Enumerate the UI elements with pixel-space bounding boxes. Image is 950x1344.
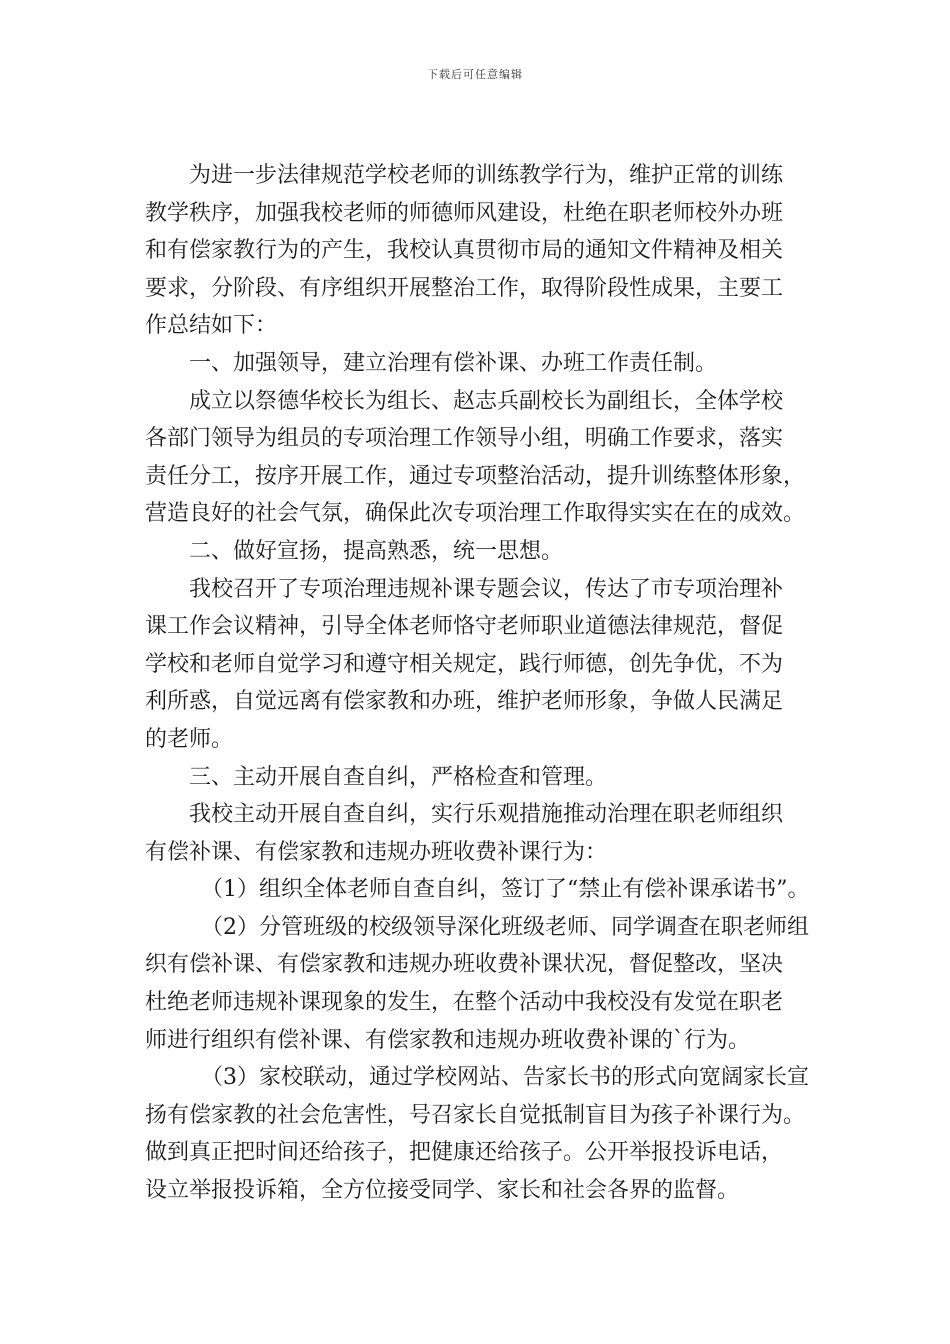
section-heading-2: 二、做好宣扬，提高熟悉，统一思想。 <box>189 538 564 564</box>
list-item-2-line: 杜绝老师违规补课现象的发生，在整个活动中我校没有发觉在职老 <box>145 990 784 1016</box>
section-1-line: 营造良好的社会气氛，确保此次专项治理工作取得实实在在的成效。 <box>145 501 806 527</box>
paragraph-intro-line: 和有偿家教行为的产生，我校认真贯彻市局的通知文件精神及相关 <box>145 238 784 264</box>
list-item-2-line: 织有偿补课、有偿家教和违规办班收费补课状况，督促整改，坚决 <box>145 952 784 978</box>
paragraph-intro-line: 要求，分阶段、有序组织开展整治工作，取得阶段性成果，主要工 <box>145 275 784 301</box>
list-item-3: （3）家校联动，通过学校网站、告家长书的形式向宽阔家长宣 <box>201 1065 809 1091</box>
section-2-line: 学校和老师自觉学习和遵守相关规定，践行师德，创先争优，不为 <box>145 651 784 677</box>
list-item-3-line: 扬有偿家教的社会危害性，号召家长自觉抵制盲目为孩子补课行为。 <box>145 1102 806 1128</box>
section-2-line: 利所惑，自觉远离有偿家教和办班，维护老师形象，争做人民满足 <box>145 689 784 715</box>
section-1-line: 成立以祭德华校长为组长、赵志兵副校长为副组长，全体学校 <box>189 388 784 414</box>
section-1-line: 各部门领导为组员的专项治理工作领导小组，明确工作要求，落实 <box>145 426 784 452</box>
list-item-2-line: 师进行组织有偿补课、有偿家教和违规办班收费补课的`行为。 <box>145 1027 751 1053</box>
paragraph-intro-line: 教学秩序，加强我校老师的师德师风建设，杜绝在职老师校外办班 <box>145 200 784 226</box>
section-2-line: 我校召开了专项治理违规补课专题会议，传达了市专项治理补 <box>189 576 784 602</box>
header-note: 下载后可任意编辑 <box>427 68 523 81</box>
section-3-line: 我校主动开展自查自纠，实行乐观措施推动治理在职老师组织 <box>189 802 784 828</box>
section-3-line: 有偿补课、有偿家教和违规办班收费补课行为： <box>145 839 608 865</box>
list-item-3-line: 设立举报投诉箱，全方位接受同学、家长和社会各界的监督。 <box>145 1178 740 1204</box>
list-item-2: （2）分管班级的校级领导深化班级老师、同学调查在职老师组 <box>201 914 809 940</box>
section-1-line: 责任分工，按序开展工作，通过专项整治活动，提升训练整体形象， <box>145 463 806 489</box>
list-item-1: （1）组织全体老师自查自纠，签订了“禁止有偿补课承诺书”。 <box>201 877 810 903</box>
section-heading-1: 一、加强领导，建立治理有偿补课、办班工作责任制。 <box>189 350 718 376</box>
list-item-3-line: 做到真正把时间还给孩子，把健康还给孩子。公开举报投诉电话， <box>145 1140 784 1166</box>
section-2-line: 的老师。 <box>145 726 234 752</box>
paragraph-intro-line: 为进一步法律规范学校老师的训练教学行为，维护正常的训练 <box>189 163 784 188</box>
document-body <box>145 157 815 1210</box>
section-heading-3: 三、主动开展自查自纠，严格检查和管理。 <box>189 764 608 790</box>
paragraph-intro-line: 作总结如下： <box>145 313 278 339</box>
section-2-line: 课工作会议精神，引导全体老师恪守老师职业道德法律规范，督促 <box>145 614 784 640</box>
